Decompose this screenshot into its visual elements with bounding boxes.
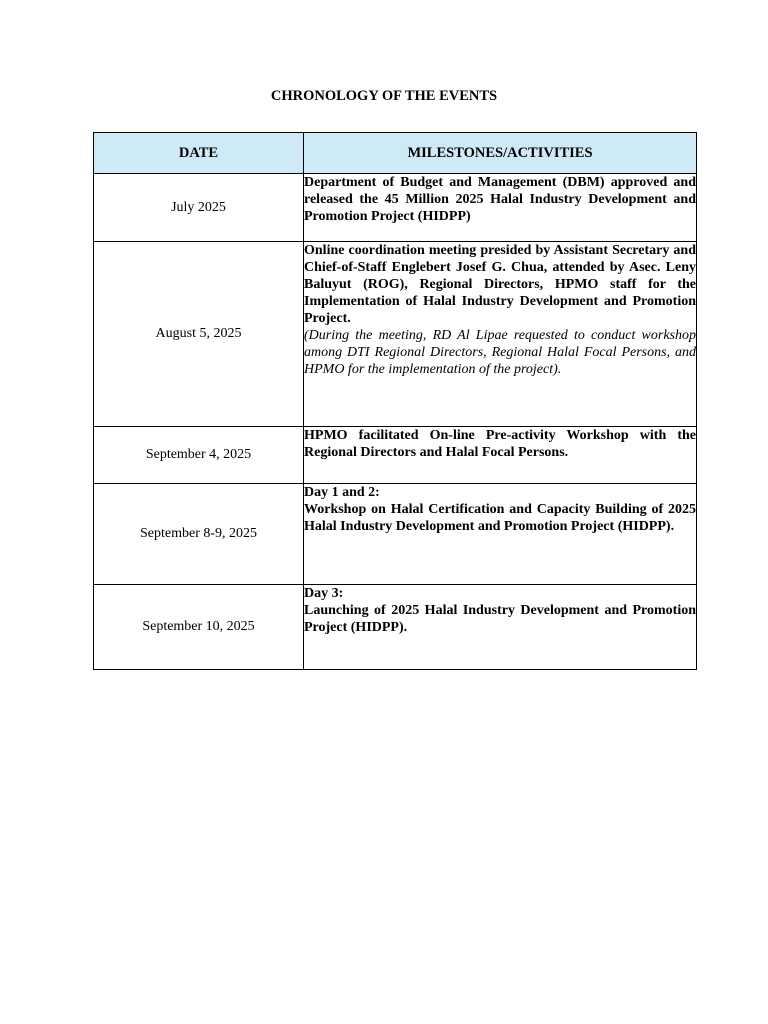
row-activity xyxy=(304,174,697,242)
activity-text: HPMO facilitated On-line Pre-activity Workshop with the Regional Directors and Halal Focal Persons. xyxy=(304,428,696,460)
activity-text: Launching of 2025 Halal Industry Development and Promotion Project (HIDPP). xyxy=(304,603,696,635)
row-date: September 8-9, 2025 xyxy=(94,484,304,585)
table-row xyxy=(94,427,697,484)
table-row xyxy=(94,484,697,585)
activity-text: Department of Budget and Management (DBM) approved and released the 45 Million 2025 Halal Industry Development and Promotion Project (HIDPP) xyxy=(304,175,696,224)
row-activity xyxy=(304,427,697,484)
row-date: August 5, 2025 xyxy=(94,242,304,427)
activity-day-label: Day 3: xyxy=(304,586,344,601)
date-column-header: DATE xyxy=(94,133,304,174)
row-activity xyxy=(304,585,697,670)
row-date: September 10, 2025 xyxy=(94,585,304,670)
page-title: CHRONOLOGY OF THE EVENTS xyxy=(270,88,498,104)
row-activity xyxy=(304,242,697,427)
activity-note: (During the meeting, RD Al Lipae requested to conduct workshop among DTI Regional Directors, Regional Halal Focal Persons, and HPMO for the implementation of the project). xyxy=(304,328,696,377)
table-row xyxy=(94,242,697,427)
table-header-row xyxy=(94,133,697,174)
activities-column-header: MILESTONES/ACTIVITIES xyxy=(304,133,697,174)
table-row xyxy=(94,585,697,670)
activity-text: Workshop on Halal Certification and Capacity Building of 2025 Halal Industry Development and Promotion Project (HIDPP). xyxy=(304,502,696,534)
row-activity xyxy=(304,484,697,585)
activity-text: Online coordination meeting presided by Assistant Secretary and Chief-of-Staff Englebert Josef G. Chua, attended by Asec. Leny Baluyut (ROG), Regional Directors, HPMO staff for the Implementation of Halal Industry Development and Promotion Project. xyxy=(304,243,696,326)
chronology-table xyxy=(93,132,697,670)
row-date: September 4, 2025 xyxy=(94,427,304,484)
table-row xyxy=(94,174,697,242)
row-date: July 2025 xyxy=(94,174,304,242)
activity-day-label: Day 1 and 2: xyxy=(304,485,380,500)
